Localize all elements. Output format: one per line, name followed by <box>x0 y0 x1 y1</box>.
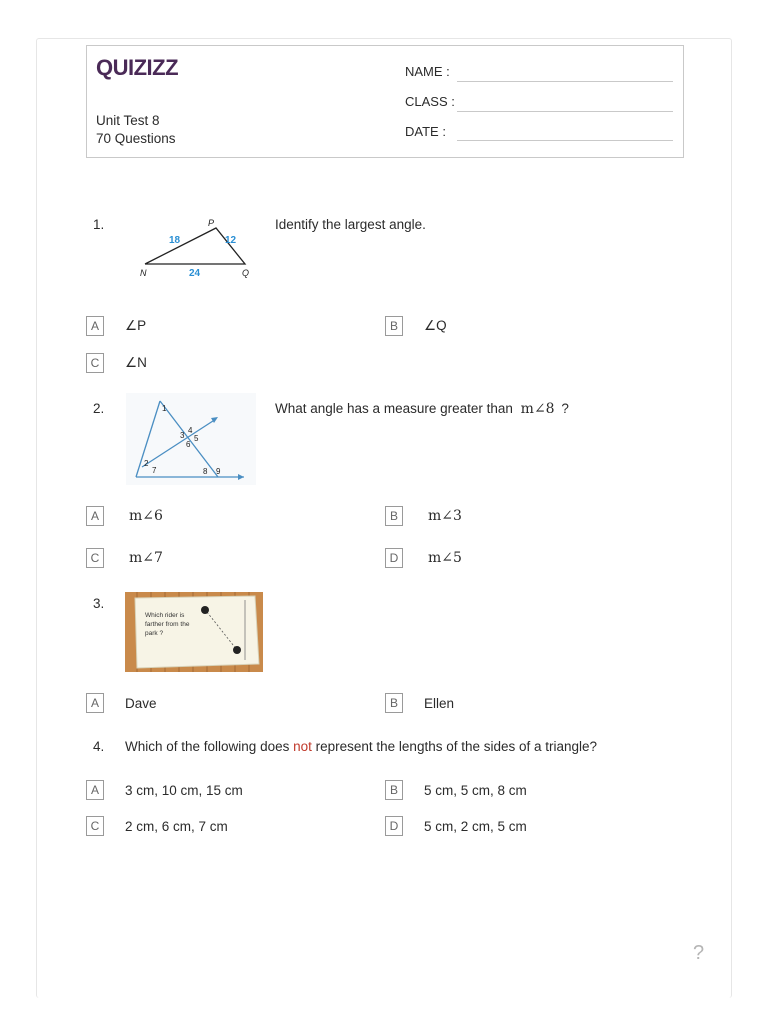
angle-label-6: 6 <box>186 440 191 449</box>
q2-option-b-text[interactable]: m∠3 <box>428 508 462 524</box>
q2-option-a-box[interactable]: A <box>86 506 104 526</box>
angle-label-9: 9 <box>216 467 221 476</box>
q1-option-b-box[interactable]: B <box>385 316 403 336</box>
angle-label-8: 8 <box>203 467 208 476</box>
angle-label-2: 2 <box>144 459 149 468</box>
date-line <box>457 140 673 141</box>
q4-option-d-box[interactable]: D <box>385 816 403 836</box>
question-2-prompt: What angle has a measure greater than <box>275 401 513 416</box>
q2-option-a-text[interactable]: m∠6 <box>129 508 163 524</box>
question-3-number: 3. <box>93 596 105 611</box>
quizizz-logo: QUIZIZZ <box>96 55 179 80</box>
q3-option-b-box[interactable]: B <box>385 693 403 713</box>
test-title: Unit Test 8 <box>96 113 160 128</box>
date-label: DATE : <box>405 124 446 139</box>
question-4-text <box>125 739 597 754</box>
q4-option-b-box[interactable]: B <box>385 780 403 800</box>
vertex-q-label: Q <box>242 268 250 278</box>
q4-option-b-text[interactable]: 5 cm, 5 cm, 8 cm <box>424 783 527 798</box>
q3-option-a-box[interactable]: A <box>86 693 104 713</box>
question-4-number: 4. <box>93 739 105 754</box>
angle-label-5: 5 <box>194 434 199 443</box>
class-label: CLASS : <box>405 94 455 109</box>
angle-diagram-figure <box>126 393 256 485</box>
q2-option-b-box[interactable]: B <box>385 506 403 526</box>
q1-option-c-box[interactable]: C <box>86 353 104 373</box>
name-label: NAME : <box>405 64 450 79</box>
name-line <box>457 81 673 82</box>
q4-option-a-text[interactable]: 3 cm, 10 cm, 15 cm <box>125 783 243 798</box>
q1-option-a-box[interactable]: A <box>86 316 104 336</box>
question-4-emphasis: not <box>293 739 312 754</box>
q3-option-a-text[interactable]: Dave <box>125 696 157 711</box>
q4-option-a-box[interactable]: A <box>86 780 104 800</box>
question-2-text <box>275 401 569 417</box>
side-nq-label: 24 <box>189 268 201 279</box>
question-2-suffix: ? <box>561 401 569 416</box>
angle-label-4: 4 <box>188 426 193 435</box>
question-1-text: Identify the largest angle. <box>275 217 426 232</box>
side-pq-label: 12 <box>225 235 237 246</box>
q2-option-d-text[interactable]: m∠5 <box>428 550 462 566</box>
class-line <box>457 111 673 112</box>
q2-option-c-box[interactable]: C <box>86 548 104 568</box>
q4-option-c-text[interactable]: 2 cm, 6 cm, 7 cm <box>125 819 228 834</box>
question-2-math: m∠8 <box>520 401 555 417</box>
q2-option-c-text[interactable]: m∠7 <box>129 550 163 566</box>
question-1-number: 1. <box>93 217 105 232</box>
vertex-n-label: N <box>140 268 147 278</box>
question-2-number: 2. <box>93 401 105 416</box>
vertex-p-label: P <box>208 218 215 228</box>
angle-label-1: 1 <box>162 404 167 413</box>
question-4-text-before: Which of the following does <box>125 739 294 754</box>
q4-option-c-box[interactable]: C <box>86 816 104 836</box>
angle-label-3: 3 <box>180 431 185 440</box>
angle-label-7: 7 <box>152 466 157 475</box>
q1-option-b-text[interactable]: ∠Q <box>424 318 447 333</box>
q3-option-b-text[interactable]: Ellen <box>424 696 455 711</box>
help-icon[interactable]: ? <box>693 942 705 964</box>
rider-picture <box>125 592 263 672</box>
worksheet-header <box>86 45 684 158</box>
q2-option-d-box[interactable]: D <box>385 548 403 568</box>
question-4-text-after: represent the lengths of the sides of a triangle? <box>311 739 598 754</box>
rider-picture-caption: Which rider is farther from the park ? <box>145 612 190 637</box>
triangle-npq-figure <box>136 214 258 280</box>
q1-option-a-text[interactable]: ∠P <box>125 318 147 333</box>
q1-option-c-text[interactable]: ∠N <box>125 355 147 370</box>
question-count: 70 Questions <box>96 131 176 146</box>
side-np-label: 18 <box>169 235 181 246</box>
q4-option-d-text[interactable]: 5 cm, 2 cm, 5 cm <box>424 819 527 834</box>
